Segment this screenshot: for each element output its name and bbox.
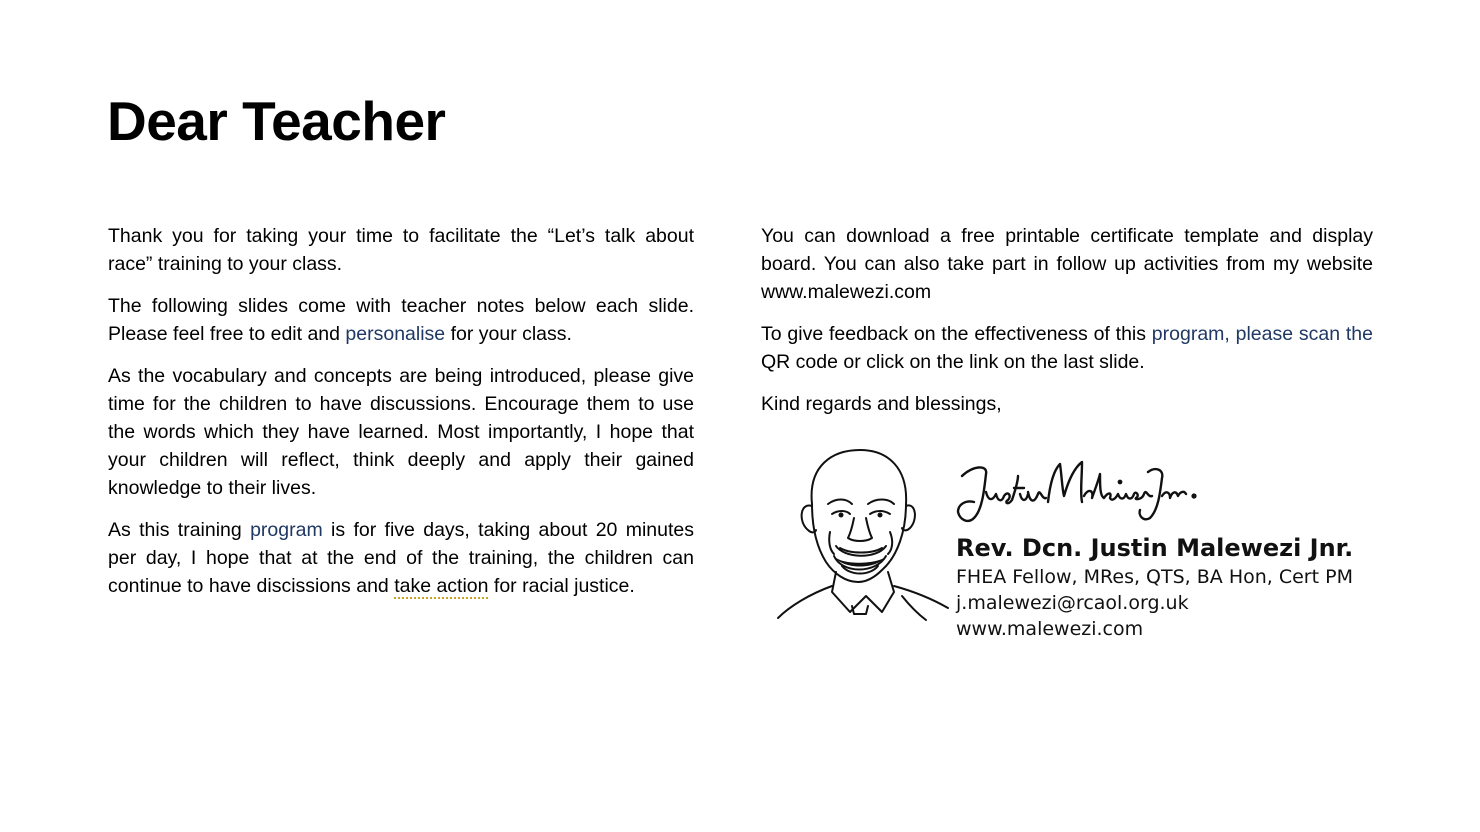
paragraph-feedback <box>761 320 1373 376</box>
paragraph-regards: Kind regards and blessings, <box>761 393 1002 415</box>
paragraph-vocabulary: As the vocabulary and concepts are being introduced, please give time for the children to have discussions. Encourage them to use the words which they have learned. Most importantly, I hope that your children will reflect, think deeply and apply their gained knowledge to their lives. <box>108 365 694 499</box>
program-word: program <box>250 519 323 541</box>
paragraph-text: is for five days, taking about 20 minutes per day, I hope that at the end of the training, the children can continue to have discissions and <box>108 519 695 597</box>
paragraph-teacher-notes <box>108 292 694 348</box>
paragraph-program <box>108 516 694 600</box>
paragraph-text: To give feedback on the effectiveness of this <box>761 323 1152 345</box>
paragraph-text: QR code or click on the link on the last slide. <box>761 351 1145 373</box>
portrait-illustration-icon <box>770 446 950 622</box>
signatory-name: Rev. Dcn. Justin Malewezi Jnr. <box>956 534 1354 562</box>
paragraph-text: The following slides come with teacher notes below each slide. Please feel free to edit and <box>108 295 694 345</box>
signatory-website: www.malewezi.com <box>956 618 1144 640</box>
handwritten-signature-icon <box>952 452 1202 528</box>
paragraph-text: As this training <box>108 519 251 541</box>
signature-block <box>956 532 1353 642</box>
feedback-link-text: program, please scan the <box>1151 323 1373 345</box>
left-column <box>108 222 694 614</box>
paragraph-download: You can download a free printable certificate template and display board. You can also take part in follow up activities from my website www.malewezi.com <box>761 225 1373 303</box>
paragraph-text: for racial justice. <box>488 575 635 597</box>
paragraph-text: for your class. <box>445 323 572 345</box>
page-title: Dear Teacher <box>107 90 446 152</box>
personalise-word: personalise <box>345 323 446 345</box>
paragraph-thanks: Thank you for taking your time to facilitate the “Let’s talk about race” training to your class. <box>108 225 694 275</box>
right-column <box>761 222 1373 432</box>
signatory-email: j.malewezi@rcaol.org.uk <box>956 592 1189 614</box>
take-action-words: take action <box>394 575 489 597</box>
signatory-credentials: FHEA Fellow, MRes, QTS, BA Hon, Cert PM <box>956 566 1353 588</box>
